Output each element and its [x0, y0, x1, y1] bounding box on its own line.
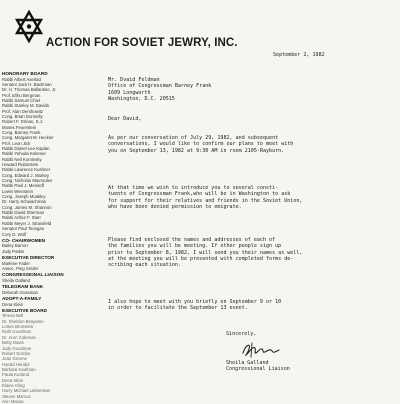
paragraph-line: for support for their relatives and friends in the Soviet Union, [108, 197, 303, 204]
address-line: 1609 Longworth [108, 89, 151, 96]
sidebar-member-name: Cong. Barney Frank [2, 129, 41, 135]
sidebar-member-name: Rabbi Albert Axelrad [2, 76, 41, 82]
paragraph-line: conversations, I would like to confirm our plans to meet with [108, 141, 294, 148]
paragraph-line: As per our conversation of July 29, 1982, and subsequent [108, 135, 279, 141]
sidebar-section-heading: ADOPT-A-FAMILY [2, 296, 42, 302]
sidebar-member-name: Cory D. Wolf [2, 231, 27, 237]
sidebar-member-name: Senator Jack H. Backman [2, 81, 52, 87]
sidebar-member-name: Dena Klein [2, 301, 24, 307]
sidebar-member-name: Dr. Sheldon Benjamin [2, 318, 44, 324]
sidebar-section-heading: CONGRESSIONAL LIAISON [2, 272, 64, 278]
sidebar-member-name: Paula Kurland [2, 372, 29, 378]
sidebar-member-name: Rabbi Paul J. Menitoff [2, 183, 44, 189]
sidebar-member-name: Rabbi Daniel Lee Kaplan [2, 146, 50, 151]
paragraph-introduce-constituents [108, 185, 378, 210]
sidebar-member-name: Dr. Harry Schwachman [2, 199, 47, 205]
paragraph-line: in order to facilitate the September 13 event. [108, 305, 248, 312]
sidebar-member-name: Dr. Aron Coleman [2, 334, 36, 340]
sidebar-member-name: Rabbi Lawrence Kushner [2, 167, 51, 173]
paragraph-line: who have been denied permission to emigrate. [108, 204, 242, 211]
sidebar-member-name: Rabbi Neil Kominsky [2, 156, 42, 162]
board-member-list [2, 70, 88, 404]
sidebar-member-name: Prof. Leon Jick [2, 140, 31, 146]
letter-body [90, 52, 396, 400]
sidebar-member-name: Cong. James M. Shannon [2, 204, 52, 210]
paragraph-line: you on September 13, 1982 at 9:30 AM in room 2105-Rayburn. [108, 147, 285, 154]
sidebar-section-heading: TELEGRAM BANK [2, 284, 44, 290]
sidebar-member-name: Rabbi Meyer J. Strassfeld [2, 220, 52, 226]
sidebar-member-name: Cong. Margaret M. Heckler [2, 135, 54, 141]
paragraph-line: At that time we wish to introduce you to several consti- [108, 185, 279, 191]
address-line: Office of Congressman Barney Frank [108, 83, 212, 90]
sidebar-member-name: Dr. H. Thomas Ballantine, Jr. [2, 87, 57, 93]
sidebar-member-name: Cong. Joseph Moakley [2, 194, 46, 200]
sidebar-member-name: Teresa Bell [2, 313, 24, 319]
signer-title: Congressional Liaison [226, 366, 290, 373]
closing: Sincerely, [226, 331, 257, 337]
sidebar-member-name: Judy Goodman [2, 345, 32, 351]
sidebar-member-name: Rabbi David Sherman [2, 210, 45, 216]
sidebar-member-name: Rabbi Arthur F. Starr [2, 215, 41, 221]
sidebar-member-name: Deborah Gussman [2, 289, 39, 295]
sidebar-member-name: Betty Davis [2, 340, 24, 346]
sidebar-member-name: Steven Marcus [2, 393, 31, 399]
sidebar-section-heading: HONORARY BOARD [2, 71, 48, 77]
organization-name: ACTION FOR SOVIET JEWRY, INC. [46, 37, 238, 49]
sidebar-member-name: Rabbi Stanley M. Davids [2, 103, 50, 109]
sidebar-member-name: Moses Feuerstein [2, 124, 37, 130]
letter-date: September 2, 1982 [273, 52, 325, 58]
sidebar-member-name: Robert Gordon [2, 350, 31, 356]
sidebar-member-name: Harold Hendel [2, 361, 30, 367]
recipient-address [108, 77, 211, 102]
sidebar-member-name: Prof. Alan Dershowitz [2, 108, 44, 114]
sidebar-member-name: Lewis Weinstein [2, 188, 33, 194]
sidebar-member-name: Sheila Galland [2, 277, 30, 283]
address-line: Washington, D.C. 20515 [108, 96, 175, 103]
star-of-david-logo [14, 10, 44, 44]
sidebar-member-name: Howard Rubinstein [2, 162, 39, 168]
sidebar-member-name: Ann Massa [2, 398, 24, 404]
sidebar-member-name: Lorien Bronstein [2, 324, 34, 330]
sidebar-member-name: Cong. Brian Donnelly [2, 113, 43, 119]
paragraph-line: the families you will be meeting. If other people sign up [108, 243, 282, 250]
sidebar-member-name: Rabbi Yehuda Kelemer [2, 151, 46, 157]
sidebar-member-name: Assoc. Ping Snider [2, 265, 39, 271]
sidebar-section-heading: EXECUTIVE DIRECTOR [2, 255, 55, 261]
paragraph-confirm-meeting [108, 135, 378, 154]
paragraph-line: Please find enclosed the names and addresses of each of [108, 237, 276, 243]
signer-name: Sheila Galland [226, 360, 269, 366]
paragraph-line: prior to September 8, 1982, I will send you their names as well, [108, 249, 303, 256]
sidebar-member-name: Dena Klein [2, 377, 24, 383]
paragraph-line: I also hope to meet with you briefly on September 9 or 10 [108, 299, 282, 305]
sidebar-member-name: Judy Patkin [2, 248, 25, 254]
sidebar-member-name: Bailey Barron [2, 243, 28, 249]
sidebar-section-heading: EXECUTIVE BOARD [2, 308, 48, 314]
paragraph-enclosed-names [108, 237, 378, 269]
sidebar-member-name: Ruth Goodman [2, 329, 32, 335]
paragraph-brief-meeting [108, 299, 378, 312]
address-line: Mr. Dvaid Feldman [108, 77, 160, 83]
sidebar-member-name: Robert F. Drinan, S.J. [2, 119, 44, 125]
signer-block [226, 360, 290, 373]
sidebar-member-name: Cong. Edward J. Markey [2, 172, 50, 178]
sidebar-section-heading: CO- CHAIRWOMEN [2, 238, 46, 244]
sidebar-member-name: Prof. Elihu Bergman [2, 92, 41, 98]
paragraph-line: scribing each situation. [108, 262, 181, 269]
sidebar-member-name: Marlene Fader [2, 260, 30, 266]
paragraph-line: at the meeting you will be presented with completed forms de- [108, 256, 294, 263]
sidebar-member-name: Joan Greene [2, 356, 27, 362]
paragraph-line: tuents of Congressman Frank,who will be in Washington to ask [108, 191, 291, 198]
sidebar-member-name: Harry Michael Lieberman [2, 388, 51, 394]
salutation: Dear David, [108, 116, 142, 122]
sidebar-member-name: Rabbi Samuel Chiel [2, 97, 40, 103]
sidebar-member-name: Elaine Kling [2, 382, 25, 388]
sidebar-member-name: Senator Paul Tsongas [2, 226, 44, 232]
sidebar-member-name: Barbara Kaufman [2, 366, 36, 372]
sidebar-member-name: Cong. Nicholas Mavroules [2, 178, 53, 184]
handwritten-signature [240, 340, 282, 360]
